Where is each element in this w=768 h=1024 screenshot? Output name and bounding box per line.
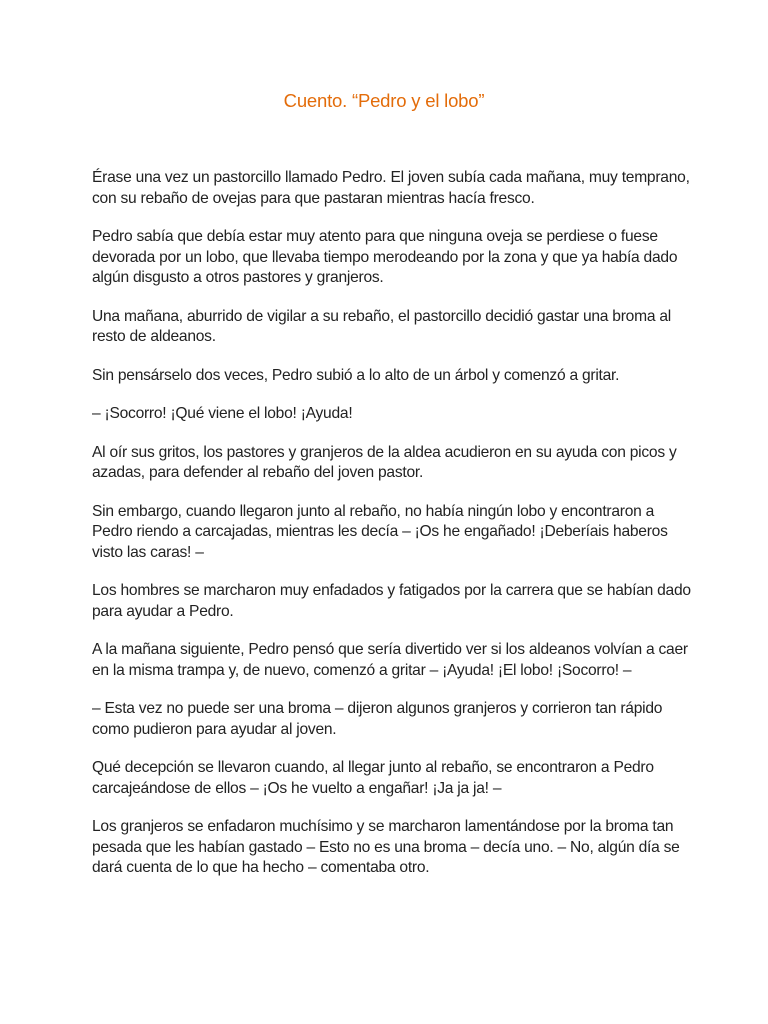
paragraph: – Esta vez no puede ser una broma – dijeron algunos granjeros y corrieron tan rápido como pudieron para ayudar al joven. [92,700,663,738]
paragraph: Sin embargo, cuando llegaron junto al rebaño, no había ningún lobo y encontraron a Pedro riendo a carcajadas, mientras les decía – ¡Os he engañado! ¡Deberíais haberos visto las caras! – [92,502,668,561]
paragraph: Pedro sabía que debía estar muy atento para que ninguna oveja se perdiese o fuese devorada por un lobo, que llevaba tiempo merodeando por la zona y que ya había dado algún disgusto a otros pastores y granjeros. [92,228,678,286]
paragraph: Érase una vez un pastorcillo llamado Pedro. El joven subía cada mañana, muy temprano, con su rebaño de ovejas para que pastaran mientras hacía fresco. [92,169,690,207]
paragraph: Una mañana, aburrido de vigilar a su rebaño, el pastorcillo decidió gastar una broma al resto de aldeanos. [92,307,671,345]
paragraph: Los hombres se marcharon muy enfadados y fatigados por la carrera que se habían dado para ayudar a Pedro. [92,582,691,620]
paragraph: – ¡Socorro! ¡Qué viene el lobo! ¡Ayuda! [92,405,353,422]
paragraph: Los granjeros se enfadaron muchísimo y se marcharon lamentándose por la broma tan pesada que les habían gastado – Esto no es una broma – decía uno. – No, algún día se dará cuenta de lo que ha hecho – comentaba otro. [92,818,680,876]
paragraph: Sin pensárselo dos veces, Pedro subió a lo alto de un árbol y comenzó a gritar. [92,366,620,384]
paragraph: Qué decepción se llevaron cuando, al llegar junto al rebaño, se encontraron a Pedro carcajeándose de ellos – ¡Os he vuelto a engañar! ¡Ja ja ja! – [92,759,654,797]
document-title: Cuento. “Pedro y el lobo” [283,90,485,111]
document-body [92,168,692,897]
paragraph: Al oír sus gritos, los pastores y granjeros de la aldea acudieron en su ayuda con picos y azadas, para defender al rebaño del joven pastor. [92,443,677,481]
paragraph: A la mañana siguiente, Pedro pensó que sería divertido ver si los aldeanos volvían a caer en la misma trampa y, de nuevo, comenzó a gritar – ¡Ayuda! ¡El lobo! ¡Socorro! – [92,641,688,679]
